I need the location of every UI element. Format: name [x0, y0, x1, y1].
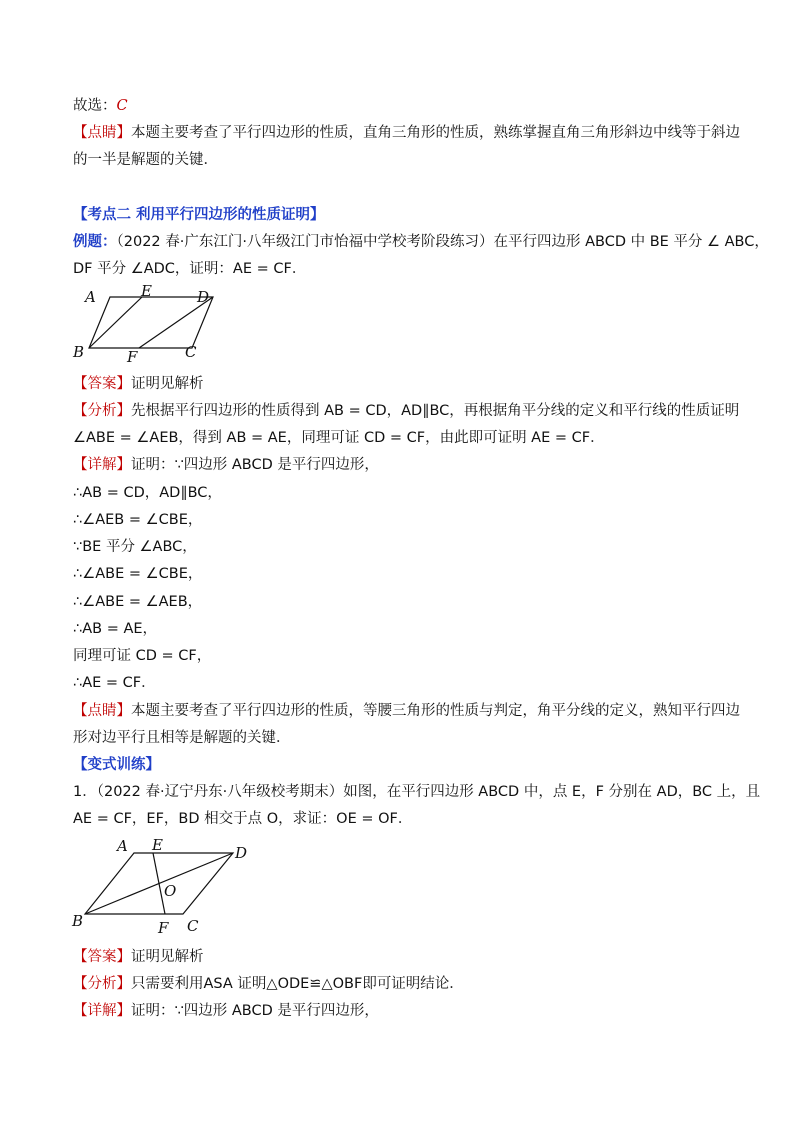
label-e: E [141, 282, 152, 300]
comment-line-2: 的一半是解题的关键． [73, 152, 218, 168]
analysis2-line: 【分析】只需要利用ASA 证明△ODE≌△OBF即可证明结论． [73, 976, 464, 992]
label-f: F [158, 919, 169, 937]
section-heading: 【考点二 利用平行四边形的性质证明】 [73, 207, 325, 223]
label-b: B [73, 343, 85, 361]
comment2-line-1: 【点睛】本题主要考查了平行四边形的性质，等腰三角形的性质与判定，角平分线的定义，熟知平行四边 [73, 703, 740, 719]
label-b: B [72, 912, 84, 930]
proof-step-7: 同理可证 CD = CF， [73, 648, 212, 664]
label-d: D [235, 844, 248, 862]
example-line-2: DF 平分 ∠ADC，证明：AE = CF． [73, 261, 307, 277]
proof-step-8: ∴AE = CF． [73, 675, 156, 691]
segment-be [89, 297, 142, 348]
answer-choice-line: 故选：C [73, 98, 128, 114]
label-e: E [152, 836, 163, 854]
answer-line: 【答案】证明见解析 [73, 376, 204, 392]
comment2-line-2: 形对边平行且相等是解题的关键． [73, 730, 291, 746]
proof-step-2: ∴∠AEB = ∠CBE， [73, 512, 203, 528]
variant-training-heading: 【变式训练】 [73, 757, 160, 773]
label-f: F [127, 348, 138, 366]
parallelogram-figure-1 [70, 284, 230, 364]
detail2-line: 【详解】证明：∵四边形 ABCD 是平行四边形， [73, 1003, 379, 1019]
proof-step-5: ∴∠ABE = ∠AEB， [73, 594, 203, 610]
parallelogram-figure-2 [70, 834, 260, 938]
proof-step-1: ∴AB = CD，AD∥BC， [73, 485, 222, 501]
label-d: D [197, 288, 210, 306]
proof-step-3: ∵BE 平分 ∠ABC， [73, 539, 197, 555]
analysis-line-2: ∠ABE = ∠AEB，得到 AB = AE，同理可证 CD = CF，由此即可证明 AE = CF． [73, 430, 605, 446]
label-c: C [185, 343, 197, 361]
label-a: A [85, 288, 96, 306]
exercise-line-2: AE = CF，EF，BD 相交于点 O，求证：OE = OF． [73, 811, 413, 827]
analysis-line-1: 【分析】先根据平行四边形的性质得到 AB = CD，AD∥BC，再根据角平分线的定义和平行线的性质证明 [73, 403, 740, 419]
label-a: A [117, 837, 128, 855]
exercise-line-1: 1．（2022 春·辽宁丹东·八年级校考期末）如图，在平行四边形 ABCD 中，点 E，F 分别在 AD，BC 上，且 [73, 784, 761, 800]
answer2-line: 【答案】证明见解析 [73, 949, 204, 965]
detail-line-1: 【详解】证明：∵四边形 ABCD 是平行四边形， [73, 457, 379, 473]
comment-line-1: 【点睛】本题主要考查了平行四边形的性质，直角三角形的性质，熟练掌握直角三角形斜边中线等于斜边 [73, 125, 740, 141]
proof-step-6: ∴AB = AE， [73, 621, 158, 637]
example-line-1: 例题：（2022 春·广东江门·八年级江门市怡福中学校考阶段练习）在平行四边形 ABCD 中 BE 平分 ∠ ABC， [73, 234, 769, 250]
label-c: C [187, 917, 199, 935]
proof-step-4: ∴∠ABE = ∠CBE， [73, 566, 203, 582]
label-o: O [164, 882, 177, 900]
comment-tag: 【点睛】 [73, 125, 131, 141]
